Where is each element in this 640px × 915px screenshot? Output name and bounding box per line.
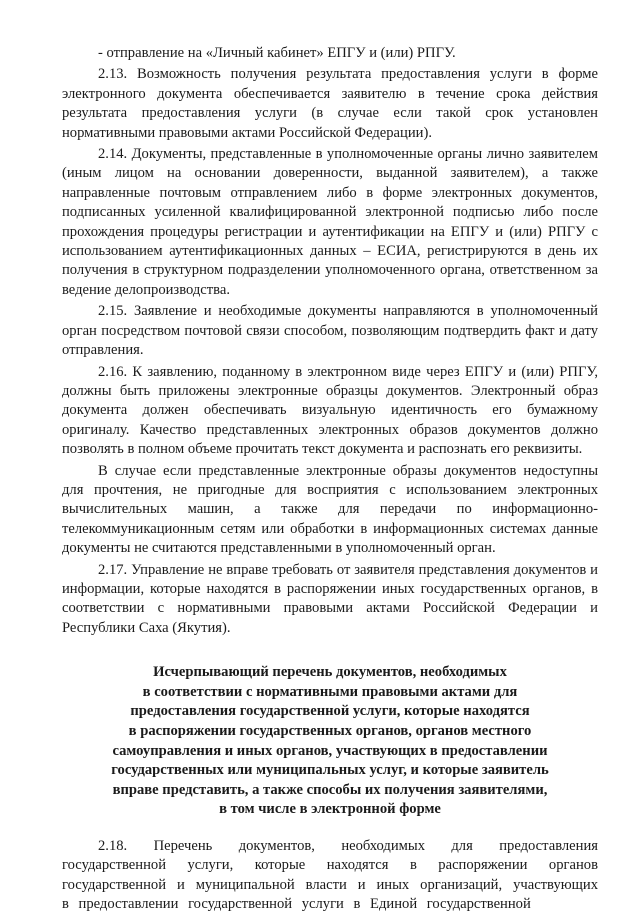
heading-line: самоуправления и иных органов, участвующих в предоставлении [112, 742, 548, 759]
paragraph-2-16: 2.16. К заявлению, поданному в электронном виде через ЕПГУ и (или) РПГУ, должны быть приложены электронные образцы документов. Электронный образ документа должен обеспечивать визуальную идентичность его бумажному оригиналу. Качество представленных электронных образов документов должно позволять в полном объеме прочитать текст документа и распознать его реквизиты. [62, 363, 598, 458]
paragraph-lk-delivery: - отправление на «Личный кабинет» ЕПГУ и (или) РПГУ. [98, 45, 456, 61]
heading-line: предоставления государственной услуги, которые находятся [130, 703, 530, 720]
paragraph-2-13: 2.13. Возможность получения результата предоставления услуги в форме электронного документа обеспечивается заявителю в течение срока действия результата предоставления услуги (в случае если такой срок установлен нормативными правовыми актами Российской Федерации). [62, 66, 598, 141]
heading-line: Исчерпывающий перечень документов, необходимых [153, 664, 507, 681]
paragraph-2-15: 2.15. Заявление и необходимые документы направляются в уполномоченный орган посредством почтовой связи способом, позволяющим подтвердить факт и дату отправления. [62, 303, 598, 359]
heading-line: государственных или муниципальных услуг, и которые заявитель [111, 762, 549, 779]
heading-line: в распоряжении государственных органов, органов местного [128, 722, 532, 739]
paragraph-2-16-cont: В случае если представленные электронные образы документов недоступны для прочтения, не пригодные для восприятия с использованием электронных вычислительных машин, а также для передачи по информационно-телекоммуникационным сетям или обработки в информационных системах данные документы не считаются представленными в уполномоченный орган. [62, 462, 598, 557]
heading-line: вправе представить, а также способы их получения заявителями, [112, 781, 548, 798]
paragraph-2-14: 2.14. Документы, представленные в уполномоченные органы лично заявителем (иным лицом на основании доверенности, выданной заявителем), а также направленные почтовым отправлением либо в форме электронных документов, подписанных усиленной квалифицированной электронной подписью либо после прохождения процедуры регистрации и аутентификации на ЕПГУ и (или) РПГУ с использованием аутентификационных данных – ЕСИА, регистрируются в день их получения в структурном подразделении уполномоченного органа, ответственном за ведение делопроизводства. [62, 146, 598, 298]
heading-line: в том числе в электронной форме [219, 801, 441, 818]
section-heading [62, 663, 598, 820]
paragraph-2-18: 2.18. Перечень документов, необходимых для предоставления государственной услуги, которые находятся в распоряжении органов государственной и муниципальной власти и иных организаций, участвующих в предоставлении государственной услуги в Единой государственной [62, 837, 598, 913]
paragraph-2-17: 2.17. Управление не вправе требовать от заявителя представления документов и информации, которые находятся в распоряжении иных государственных органов, в соответствии с нормативными правовыми актами Российской Федерации и Республики Саха (Якутия). [62, 561, 598, 636]
heading-line: в соответствии с нормативными правовыми актами для [142, 683, 518, 700]
document-page [62, 44, 598, 915]
